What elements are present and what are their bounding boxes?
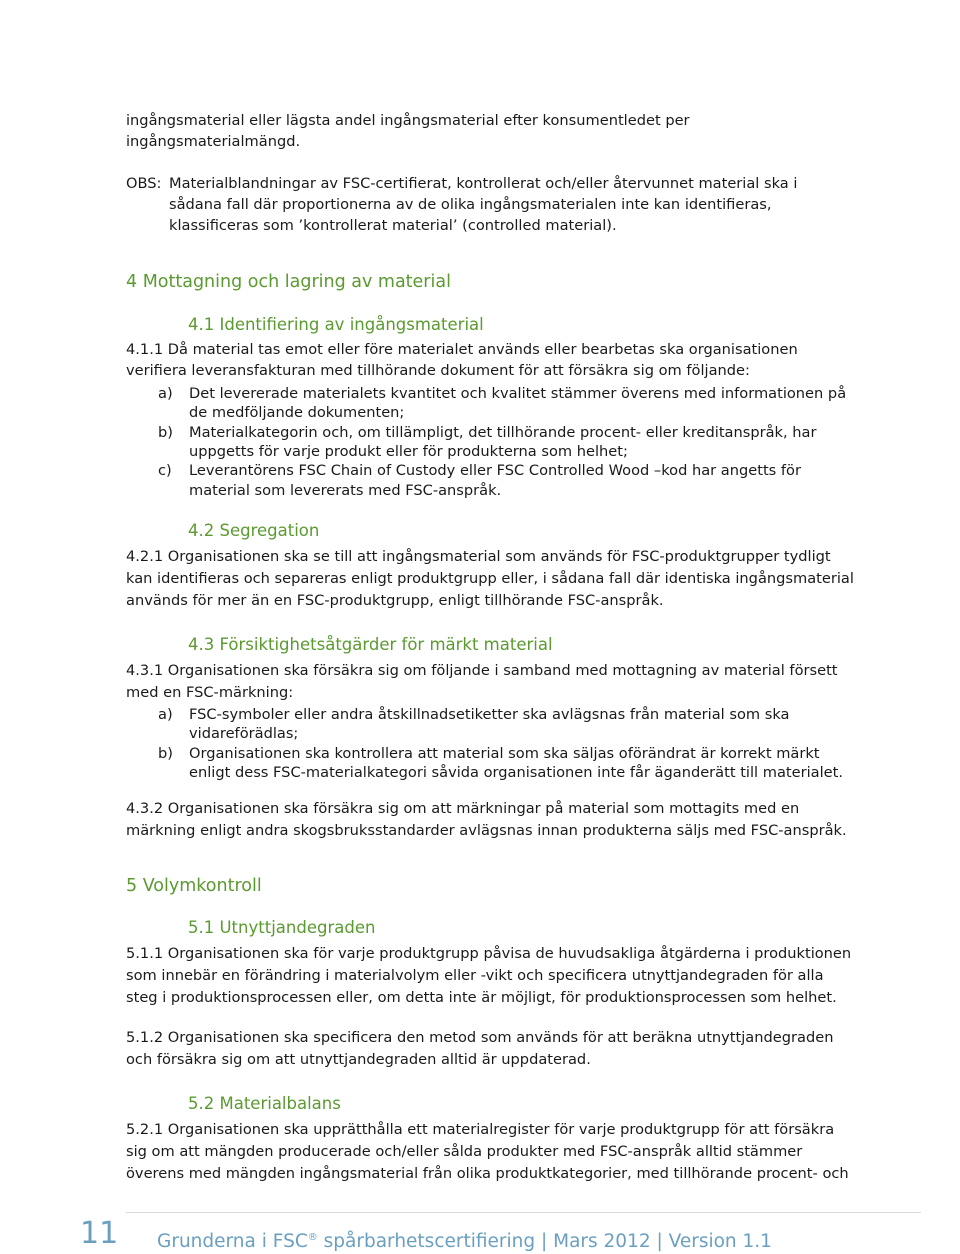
heading-section-5-2: 5.2 Materialbalans (188, 1094, 341, 1113)
list-item-line-2: uppgetts för varje produkt eller för produkterna som helhet; (189, 443, 628, 460)
list-item-line-1: Materialkategorin och, om tillämpligt, det tillhörande procent- eller kreditanspråk, har (189, 424, 817, 441)
list-label: a) (158, 706, 173, 723)
para-4-1-1-line-2: verifiera leveransfakturan med tillhörande dokument för att försäkra sig om följande: (126, 362, 750, 379)
para-4-2-1-line-2: kan identifieras och separeras enligt produktgrupp eller, i sådana fall där identiska ingångsmaterial (126, 570, 854, 587)
footer-title-post: spårbarhetscertifiering | Mars 2012 | Version 1.1 (317, 1231, 772, 1252)
list-item-line-2: de medföljande dokumenten; (189, 404, 405, 421)
list-item-line-1: Det levererade materialets kvantitet och kvalitet stämmer överens med informationen på (189, 385, 847, 402)
para-5-1-1-line-1: 5.1.1 Organisationen ska för varje produktgrupp påvisa de huvudsakliga åtgärderna i produktionen (126, 945, 852, 962)
para-4-3-2-line-1: 4.3.2 Organisationen ska försäkra sig om att märkningar på material som mottagits med en (126, 800, 800, 817)
para-5-2-1-line-2: sig om att mängden producerade och/eller sålda produkter med FSC-anspråk alltid stämmer (126, 1143, 803, 1160)
para-5-1-2-line-1: 5.1.2 Organisationen ska specificera den metod som används för att beräkna utnyttjandegraden (126, 1029, 834, 1046)
para-5-1-2-line-2: och försäkra sig om att utnyttjandegraden alltid är uppdaterad. (126, 1051, 591, 1068)
heading-section-5: 5 Volymkontroll (126, 876, 262, 896)
page-number: 11 (80, 1216, 119, 1251)
list-item-line-2: enligt dess FSC-materialkategori såvida organisationen inte får äganderätt till materialet. (189, 764, 843, 781)
footer-divider (126, 1212, 921, 1213)
list-label: a) (158, 385, 173, 402)
para-4-2-1-line-1: 4.2.1 Organisationen ska se till att ingångsmaterial som används för FSC-produktgrupper tydligt (126, 548, 831, 565)
para-4-1-1-line-1: 4.1.1 Då material tas emot eller före materialet används eller bearbetas ska organisationen (126, 341, 798, 358)
list-item-line-2: material som levererats med FSC-anspråk. (189, 482, 502, 499)
list-label: b) (158, 745, 173, 762)
para-5-2-1-line-3: överens med mängden ingångsmaterial från olika produktkategorier, med tillhörande procent- och (126, 1165, 849, 1182)
heading-section-4-1: 4.1 Identifiering av ingångsmaterial (188, 315, 484, 334)
list-label: b) (158, 424, 173, 441)
obs-line-1: Materialblandningar av FSC-certifierat, kontrollerat och/eller återvunnet material ska i (169, 175, 798, 192)
heading-section-4-2: 4.2 Segregation (188, 521, 320, 540)
para-5-2-1-line-1: 5.2.1 Organisationen ska upprätthålla ett materialregister för varje produktgrupp för att försäkra (126, 1121, 835, 1138)
list-label: c) (158, 462, 172, 479)
para-4-3-1-line-2: med en FSC-märkning: (126, 684, 294, 701)
footer-title (157, 1226, 772, 1254)
obs-line-2: sådana fall där proportionerna av de olika ingångsmaterialen inte kan identifieras, (169, 196, 772, 213)
para-5-1-1-line-3: steg i produktionsprocessen eller, om detta inte är möjligt, för produktionsprocessen som helhet. (126, 989, 837, 1006)
heading-section-4-3: 4.3 Försiktighetsåtgärder för märkt material (188, 635, 553, 654)
para-4-2-1-line-3: används för mer än en FSC-produktgrupp, enligt tillhörande FSC-anspråk. (126, 592, 664, 609)
para-5-1-1-line-2: som innebär en förändring i materialvolym eller -vikt och specificera utnyttjandegraden för alla (126, 967, 824, 984)
obs-line-3: klassificeras som ’kontrollerat material’ (controlled material). (169, 217, 617, 234)
para-4-3-2-line-2: märkning enligt andra skogsbruksstandarder avlägsnas innan produkterna säljs med FSC-anspråk. (126, 822, 847, 839)
list-item-line-1: Leverantörens FSC Chain of Custody eller FSC Controlled Wood –kod har angetts för (189, 462, 801, 479)
heading-section-4: 4 Mottagning och lagring av material (126, 272, 451, 292)
intro-line-1: ingångsmaterial eller lägsta andel ingångsmaterial efter konsumentledet per (126, 112, 690, 129)
list-item-line-2: vidareförädlas; (189, 725, 299, 742)
list-item-line-1: FSC-symboler eller andra åtskillnadsetiketter ska avlägsnas från material som ska (189, 706, 790, 723)
para-4-3-1-line-1: 4.3.1 Organisationen ska försäkra sig om följande i samband med mottagning av material försett (126, 662, 838, 679)
footer-title-pre: Grunderna i FSC (157, 1231, 308, 1252)
list-item-line-1: Organisationen ska kontrollera att material som ska säljas oförändrat är korrekt märkt (189, 745, 820, 762)
heading-section-5-1: 5.1 Utnyttjandegraden (188, 918, 376, 937)
intro-line-2: ingångsmaterialmängd. (126, 133, 301, 150)
registered-mark: ® (307, 1232, 318, 1243)
obs-label: OBS: (126, 175, 162, 192)
